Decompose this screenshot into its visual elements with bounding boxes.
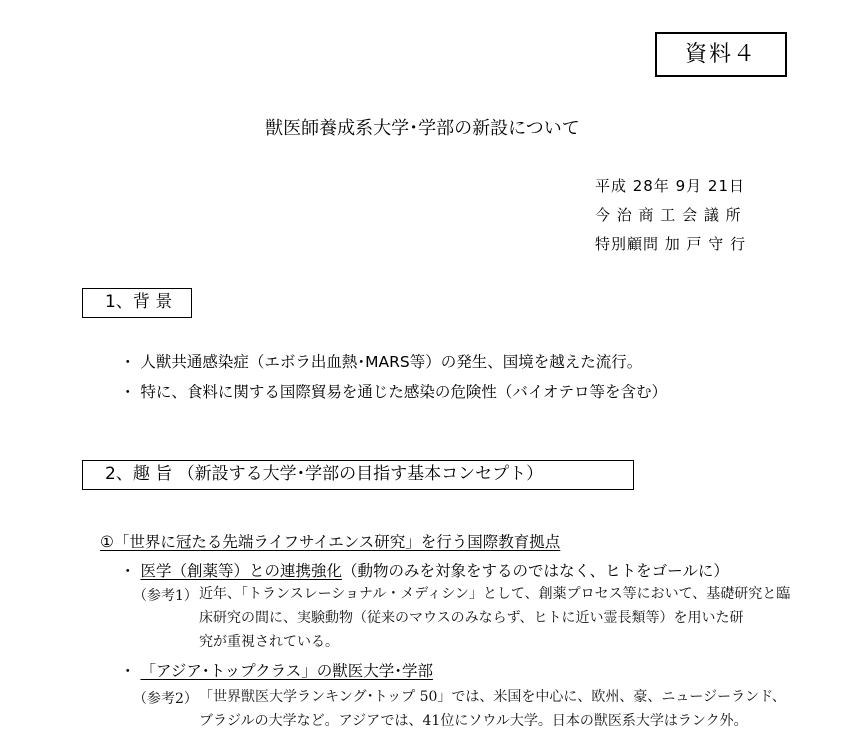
reference-tag-2: （参考2） <box>133 691 198 707</box>
bullet-marker: ・ <box>120 662 136 680</box>
reference-tag-1: （参考1） <box>133 588 198 604</box>
page-title: 獣医師養成系大学･学部の新設について <box>265 118 580 139</box>
section-heading-purpose: 2、趣 旨 （新設する大学･学部の目指す基本コンセプト） <box>82 460 634 490</box>
sub-item-1-keyword: 医学（創薬等）との連携強化 <box>140 562 342 580</box>
background-bullet-2: ・ 特に、食料に関する国際貿易を通じた感染の危険性（バイオテロ等を含む） <box>120 383 667 401</box>
reference-1-text <box>199 582 790 654</box>
reference-1-line: 近年、「トランスレーショナル・メディシン」として、創薬プロセス等において、基礎研究と臨 <box>199 586 791 602</box>
sub-item-2-keyword: 「アジア･トップクラス」の獣医大学･学部 <box>140 662 433 680</box>
reference-1-line: 究が重視されている。 <box>199 634 339 650</box>
purpose-sub-item-1 <box>120 559 729 581</box>
reference-2-line: ブラジルの大学など。アジアでは、41位にソウル大学。日本の獣医系大学はランク外。 <box>199 713 748 729</box>
section-heading-background: 1、背 景 <box>82 288 192 318</box>
sub-item-1-detail: （動物のみを対象をするのではなく、ヒトをゴールに） <box>341 562 729 580</box>
organization-name: 今 治 商 工 会 議 所 <box>595 206 742 224</box>
document-date: 平成 28年 9月 21日 <box>595 177 746 195</box>
author-name: 特別顧問 加 戸 守 行 <box>595 235 747 253</box>
bullet-marker: ・ <box>120 562 136 580</box>
background-bullet-1: ・ 人獣共通感染症（エボラ出血熱･MARS等）の発生、国境を越えた流行。 <box>120 353 643 371</box>
reference-2-text <box>199 685 786 733</box>
reference-2-line: 「世界獣医大学ランキング･トップ 50」では、米国を中心に、欧州、豪、ニュージーランド、 <box>199 689 786 705</box>
purpose-point-1: ①「世界に冠たる先端ライフサイエンス研究」を行う国際教育拠点 <box>100 533 561 551</box>
document-label: 資料４ <box>655 32 787 77</box>
reference-1-line: 床研究の間に、実験動物（従来のマウスのみならず、ヒトに近い霊長類等）を用いた研 <box>199 610 744 626</box>
purpose-sub-item-2 <box>120 659 433 681</box>
